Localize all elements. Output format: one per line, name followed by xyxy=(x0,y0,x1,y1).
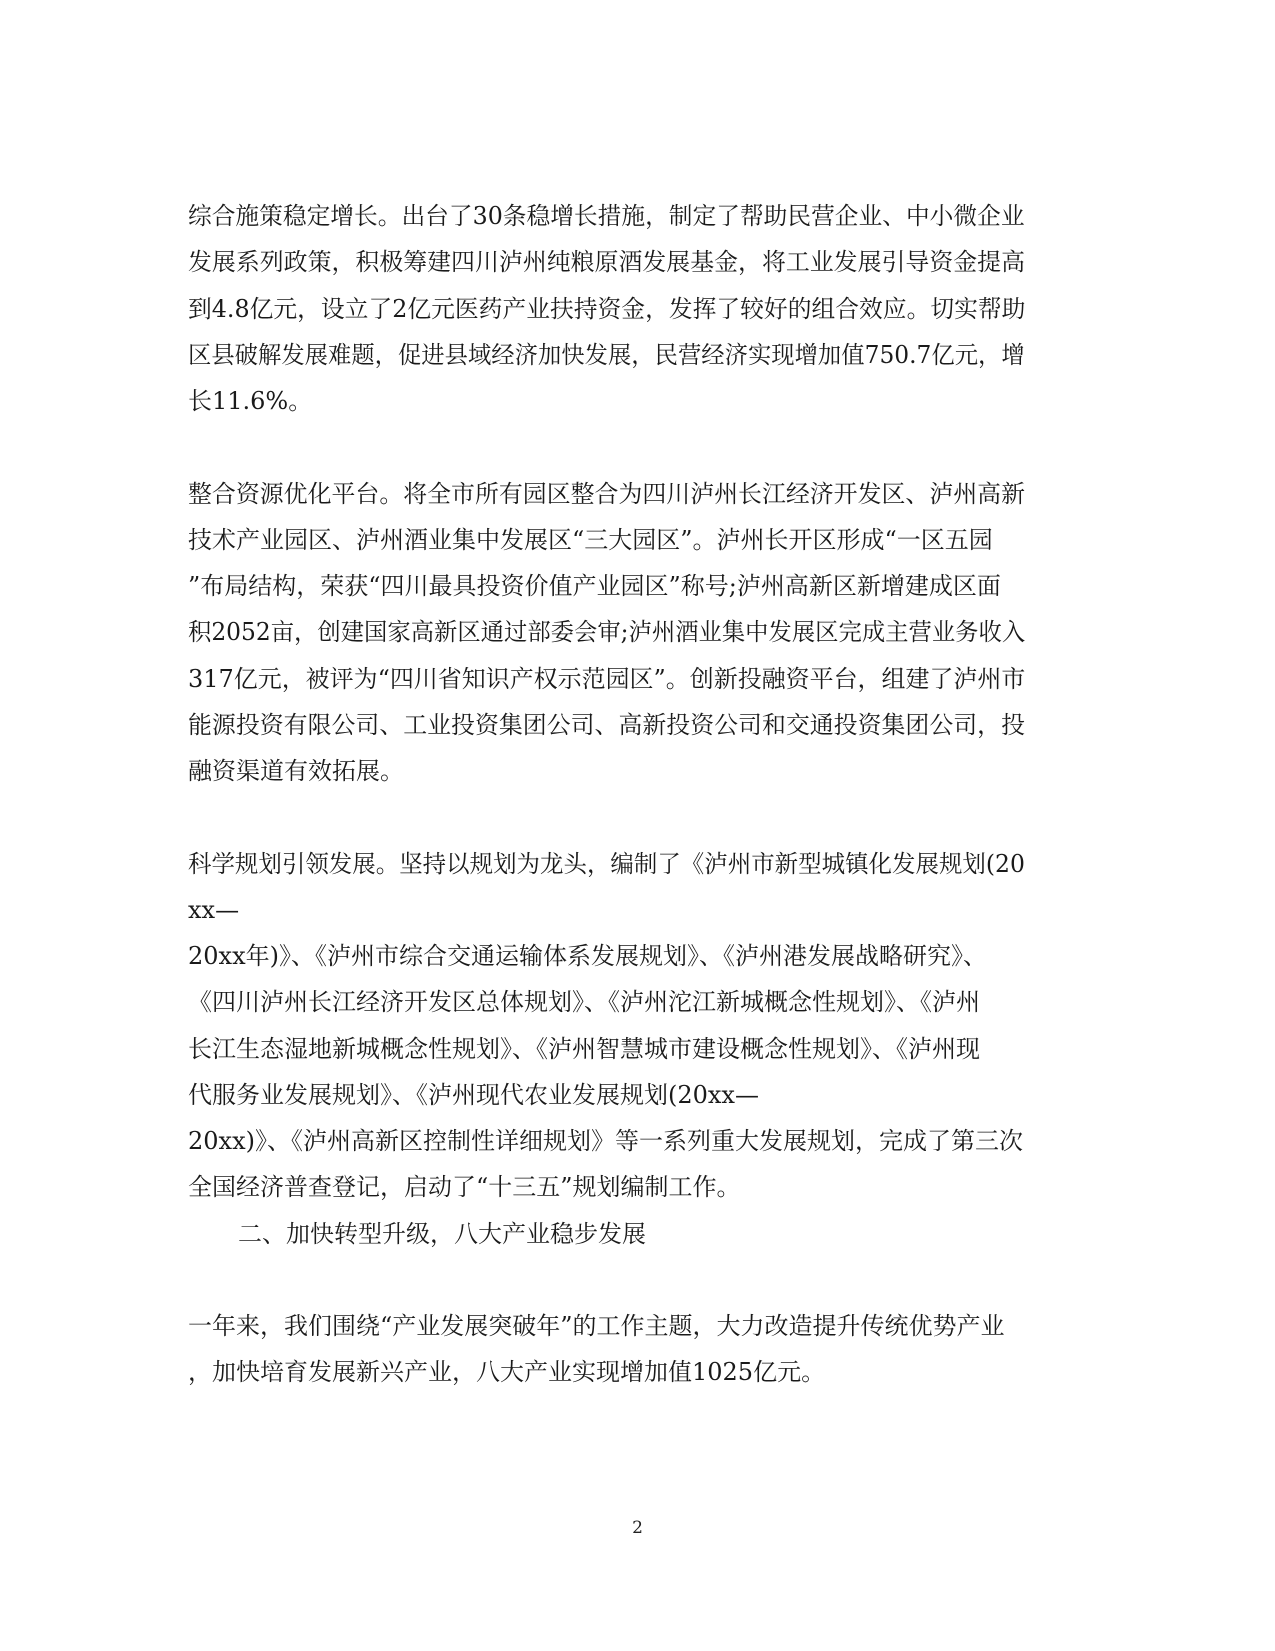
paragraph-1-line-5: 长11.6%。 xyxy=(188,387,313,415)
paragraph-3-line-1: 科学规划引领发展。坚持以规划为龙头，编制了《泸州市新型城镇化发展规划(20 xyxy=(188,850,1025,878)
paragraph-4-line-1: 一年来，我们围绕“产业发展突破年”的工作主题，大力改造提升传统优势产业 xyxy=(188,1312,1005,1340)
paragraph-1-line-2: 发展系列政策，积极筹建四川泸州纯粮原酒发展基金，将工业发展引导资金提高 xyxy=(188,248,1025,276)
page-number: 2 xyxy=(632,1518,643,1538)
paragraph-2-line-6: 能源投资有限公司、工业投资集团公司、高新投资公司和交通投资集团公司，投 xyxy=(188,711,1025,739)
paragraph-2-line-7: 融资渠道有效拓展。 xyxy=(188,757,404,785)
paragraph-2-line-2: 技术产业园区、泸州酒业集中发展区“三大园区”。泸州长开区形成“一区五园 xyxy=(188,526,993,554)
paragraph-2-line-5: 317亿元，被评为“四川省知识产权示范园区”。创新投融资平台，组建了泸州市 xyxy=(188,665,1026,693)
paragraph-3-line-2: xx— xyxy=(188,896,240,924)
paragraph-3-line-7: 20xx)》、《泸州高新区控制性详细规划》等一系列重大发展规划，完成了第三次 xyxy=(188,1127,1023,1155)
paragraph-3-line-4: 《四川泸州长江经济开发区总体规划》、《泸州沱江新城概念性规划》、《泸州 xyxy=(188,988,980,1016)
paragraph-1-line-3: 到4.8亿元，设立了2亿元医药产业扶持资金，发挥了较好的组合效应。切实帮助 xyxy=(188,295,1026,323)
paragraph-2-line-3: ”布局结构，荣获“四川最具投资价值产业园区”称号;泸州高新区新增建成区面 xyxy=(188,572,1001,600)
paragraph-2-line-4: 积2052亩，创建国家高新区通过部委会审;泸州酒业集中发展区完成主营业务收入 xyxy=(188,618,1026,646)
paragraph-3-line-8: 全国经济普查登记，启动了“十三五”规划编制工作。 xyxy=(188,1173,741,1201)
paragraph-2-line-1: 整合资源优化平台。将全市所有园区整合为四川泸州长江经济开发区、泸州高新 xyxy=(188,480,1025,508)
paragraph-1-line-1: 综合施策稳定增长。出台了30条稳增长措施，制定了帮助民营企业、中小微企业 xyxy=(188,202,1025,230)
paragraph-3-line-5: 长江生态湿地新城概念性规划》、《泸州智慧城市建设概念性规划》、《泸州现 xyxy=(188,1035,980,1063)
paragraph-1-line-4: 区县破解发展难题，促进县域经济加快发展，民营经济实现增加值750.7亿元，增 xyxy=(188,341,1025,369)
paragraph-3-line-3: 20xx年)》、《泸州市综合交通运输体系发展规划》、《泸州港发展战略研究》、 xyxy=(188,942,987,970)
paragraph-4-line-2: ，加快培育发展新兴产业，八大产业实现增加值1025亿元。 xyxy=(188,1358,826,1386)
section-heading: 二、加快转型升级，八大产业稳步发展 xyxy=(238,1220,646,1248)
paragraph-3-line-6: 代服务业发展规划》、《泸州现代农业发展规划(20xx— xyxy=(188,1081,759,1109)
